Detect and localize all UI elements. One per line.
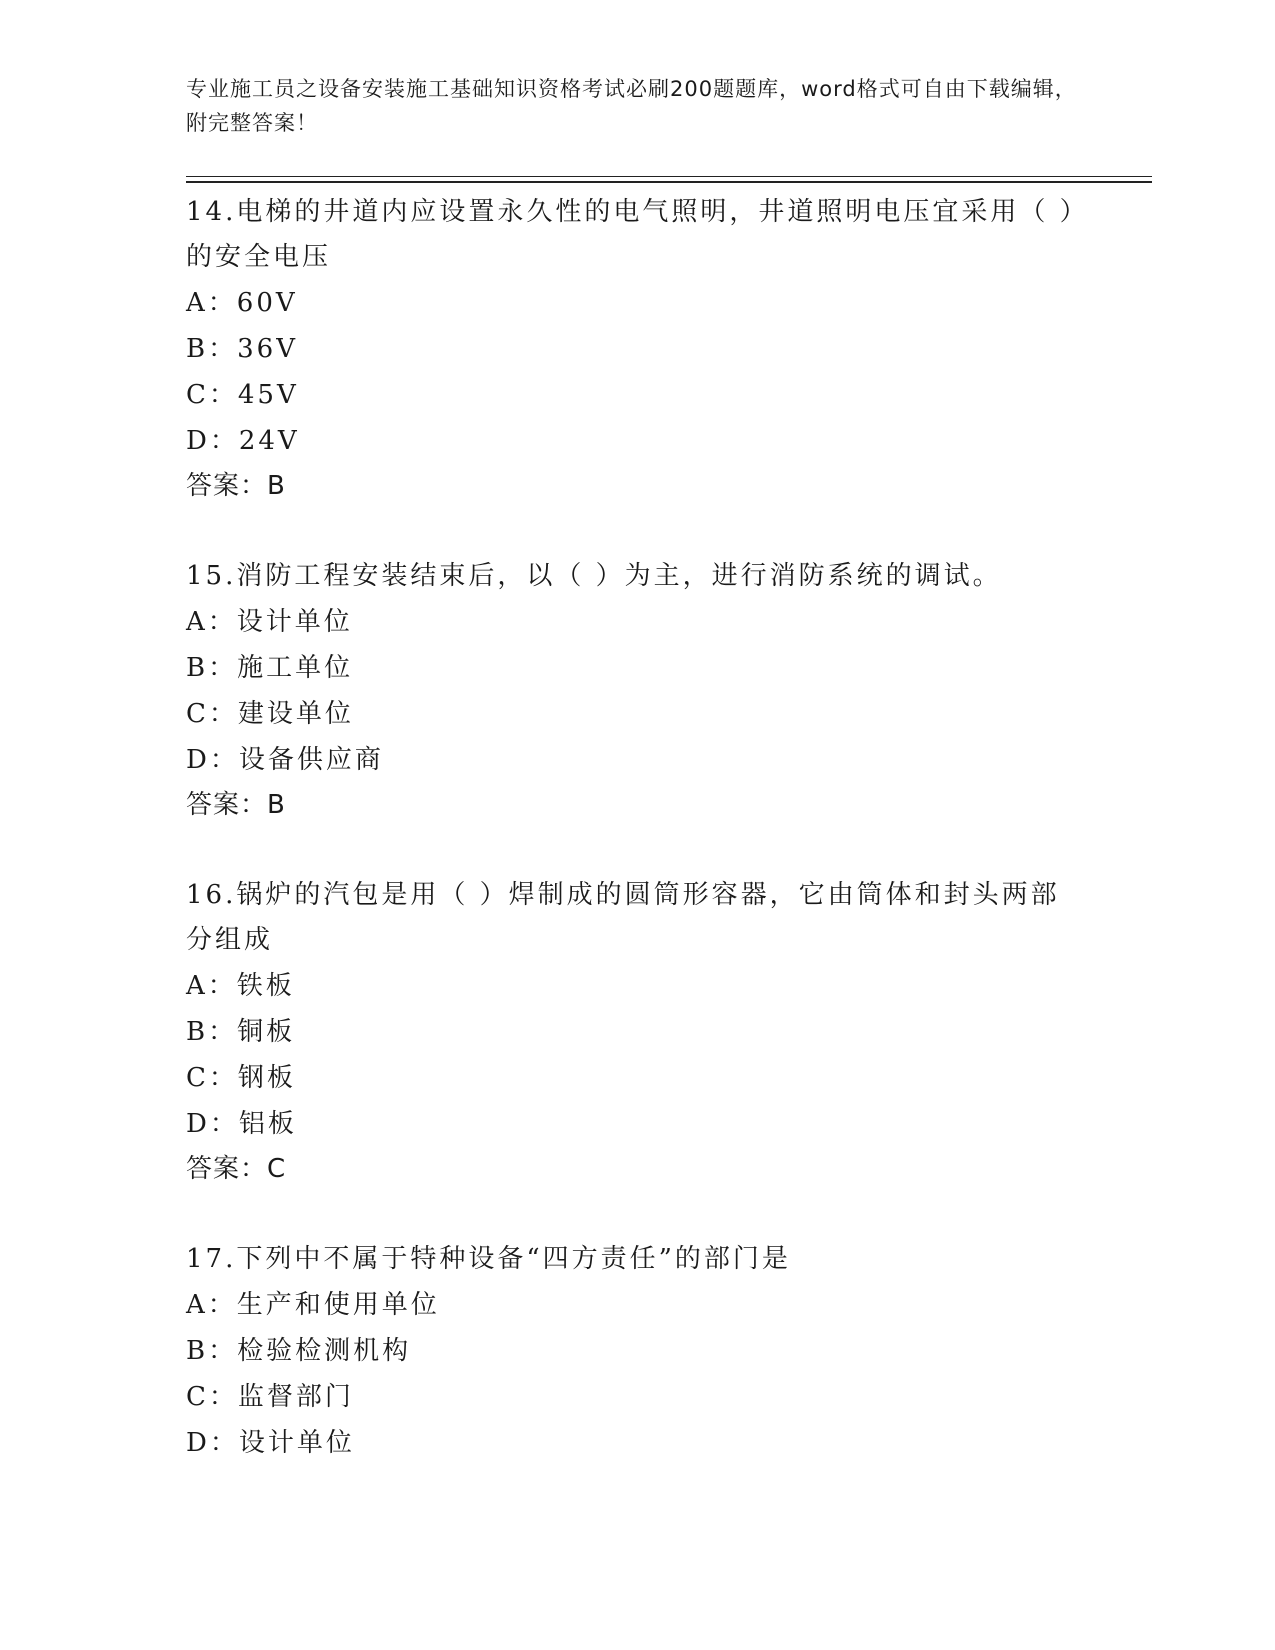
option-a: A：60V bbox=[186, 288, 298, 318]
option-c: C：建设单位 bbox=[186, 699, 354, 729]
question-text: 17.下列中不属于特种设备“四方责任”的部门是 bbox=[186, 1244, 791, 1274]
answer-text: 答案：B bbox=[186, 790, 286, 820]
option-d: D：24V bbox=[186, 426, 300, 456]
question-text: 14.电梯的井道内应设置永久性的电气照明，井道照明电压宜采用（ ）的安全电压 bbox=[186, 197, 1076, 272]
option-b: B：施工单位 bbox=[186, 653, 354, 683]
question-list bbox=[186, 190, 1086, 1512]
option-d: D：铝板 bbox=[186, 1109, 297, 1139]
option-a: A：设计单位 bbox=[186, 607, 353, 637]
option-d: D：设备供应商 bbox=[186, 745, 384, 775]
option-a: A：铁板 bbox=[186, 971, 295, 1001]
option-c: C：钢板 bbox=[186, 1063, 296, 1093]
option-a: A：生产和使用单位 bbox=[186, 1290, 440, 1320]
question-16 bbox=[186, 873, 1086, 1191]
option-b: B：36V bbox=[186, 334, 298, 364]
option-b: B：铜板 bbox=[186, 1017, 296, 1047]
option-c: C：监督部门 bbox=[186, 1382, 354, 1412]
question-15 bbox=[186, 554, 1086, 827]
header-divider-thick bbox=[186, 181, 1152, 183]
question-17 bbox=[186, 1237, 1086, 1466]
document-header: 专业施工员之设备安装施工基础知识资格考试必刷200题题库，word格式可自由下载编辑，附完整答案！ bbox=[186, 77, 1077, 135]
option-b: B：检验检测机构 bbox=[186, 1336, 412, 1366]
question-14 bbox=[186, 190, 1086, 508]
answer-text: 答案：B bbox=[186, 471, 286, 501]
question-text: 16.锅炉的汽包是用（ ）焊制成的圆筒形容器，它由筒体和封头两部分组成 bbox=[186, 880, 1060, 955]
header-divider bbox=[186, 176, 1152, 177]
option-c: C：45V bbox=[186, 380, 299, 410]
option-d: D：设计单位 bbox=[186, 1428, 355, 1458]
answer-text: 答案：C bbox=[186, 1154, 287, 1184]
question-text: 15.消防工程安装结束后，以（ ）为主，进行消防系统的调试。 bbox=[186, 561, 1002, 591]
